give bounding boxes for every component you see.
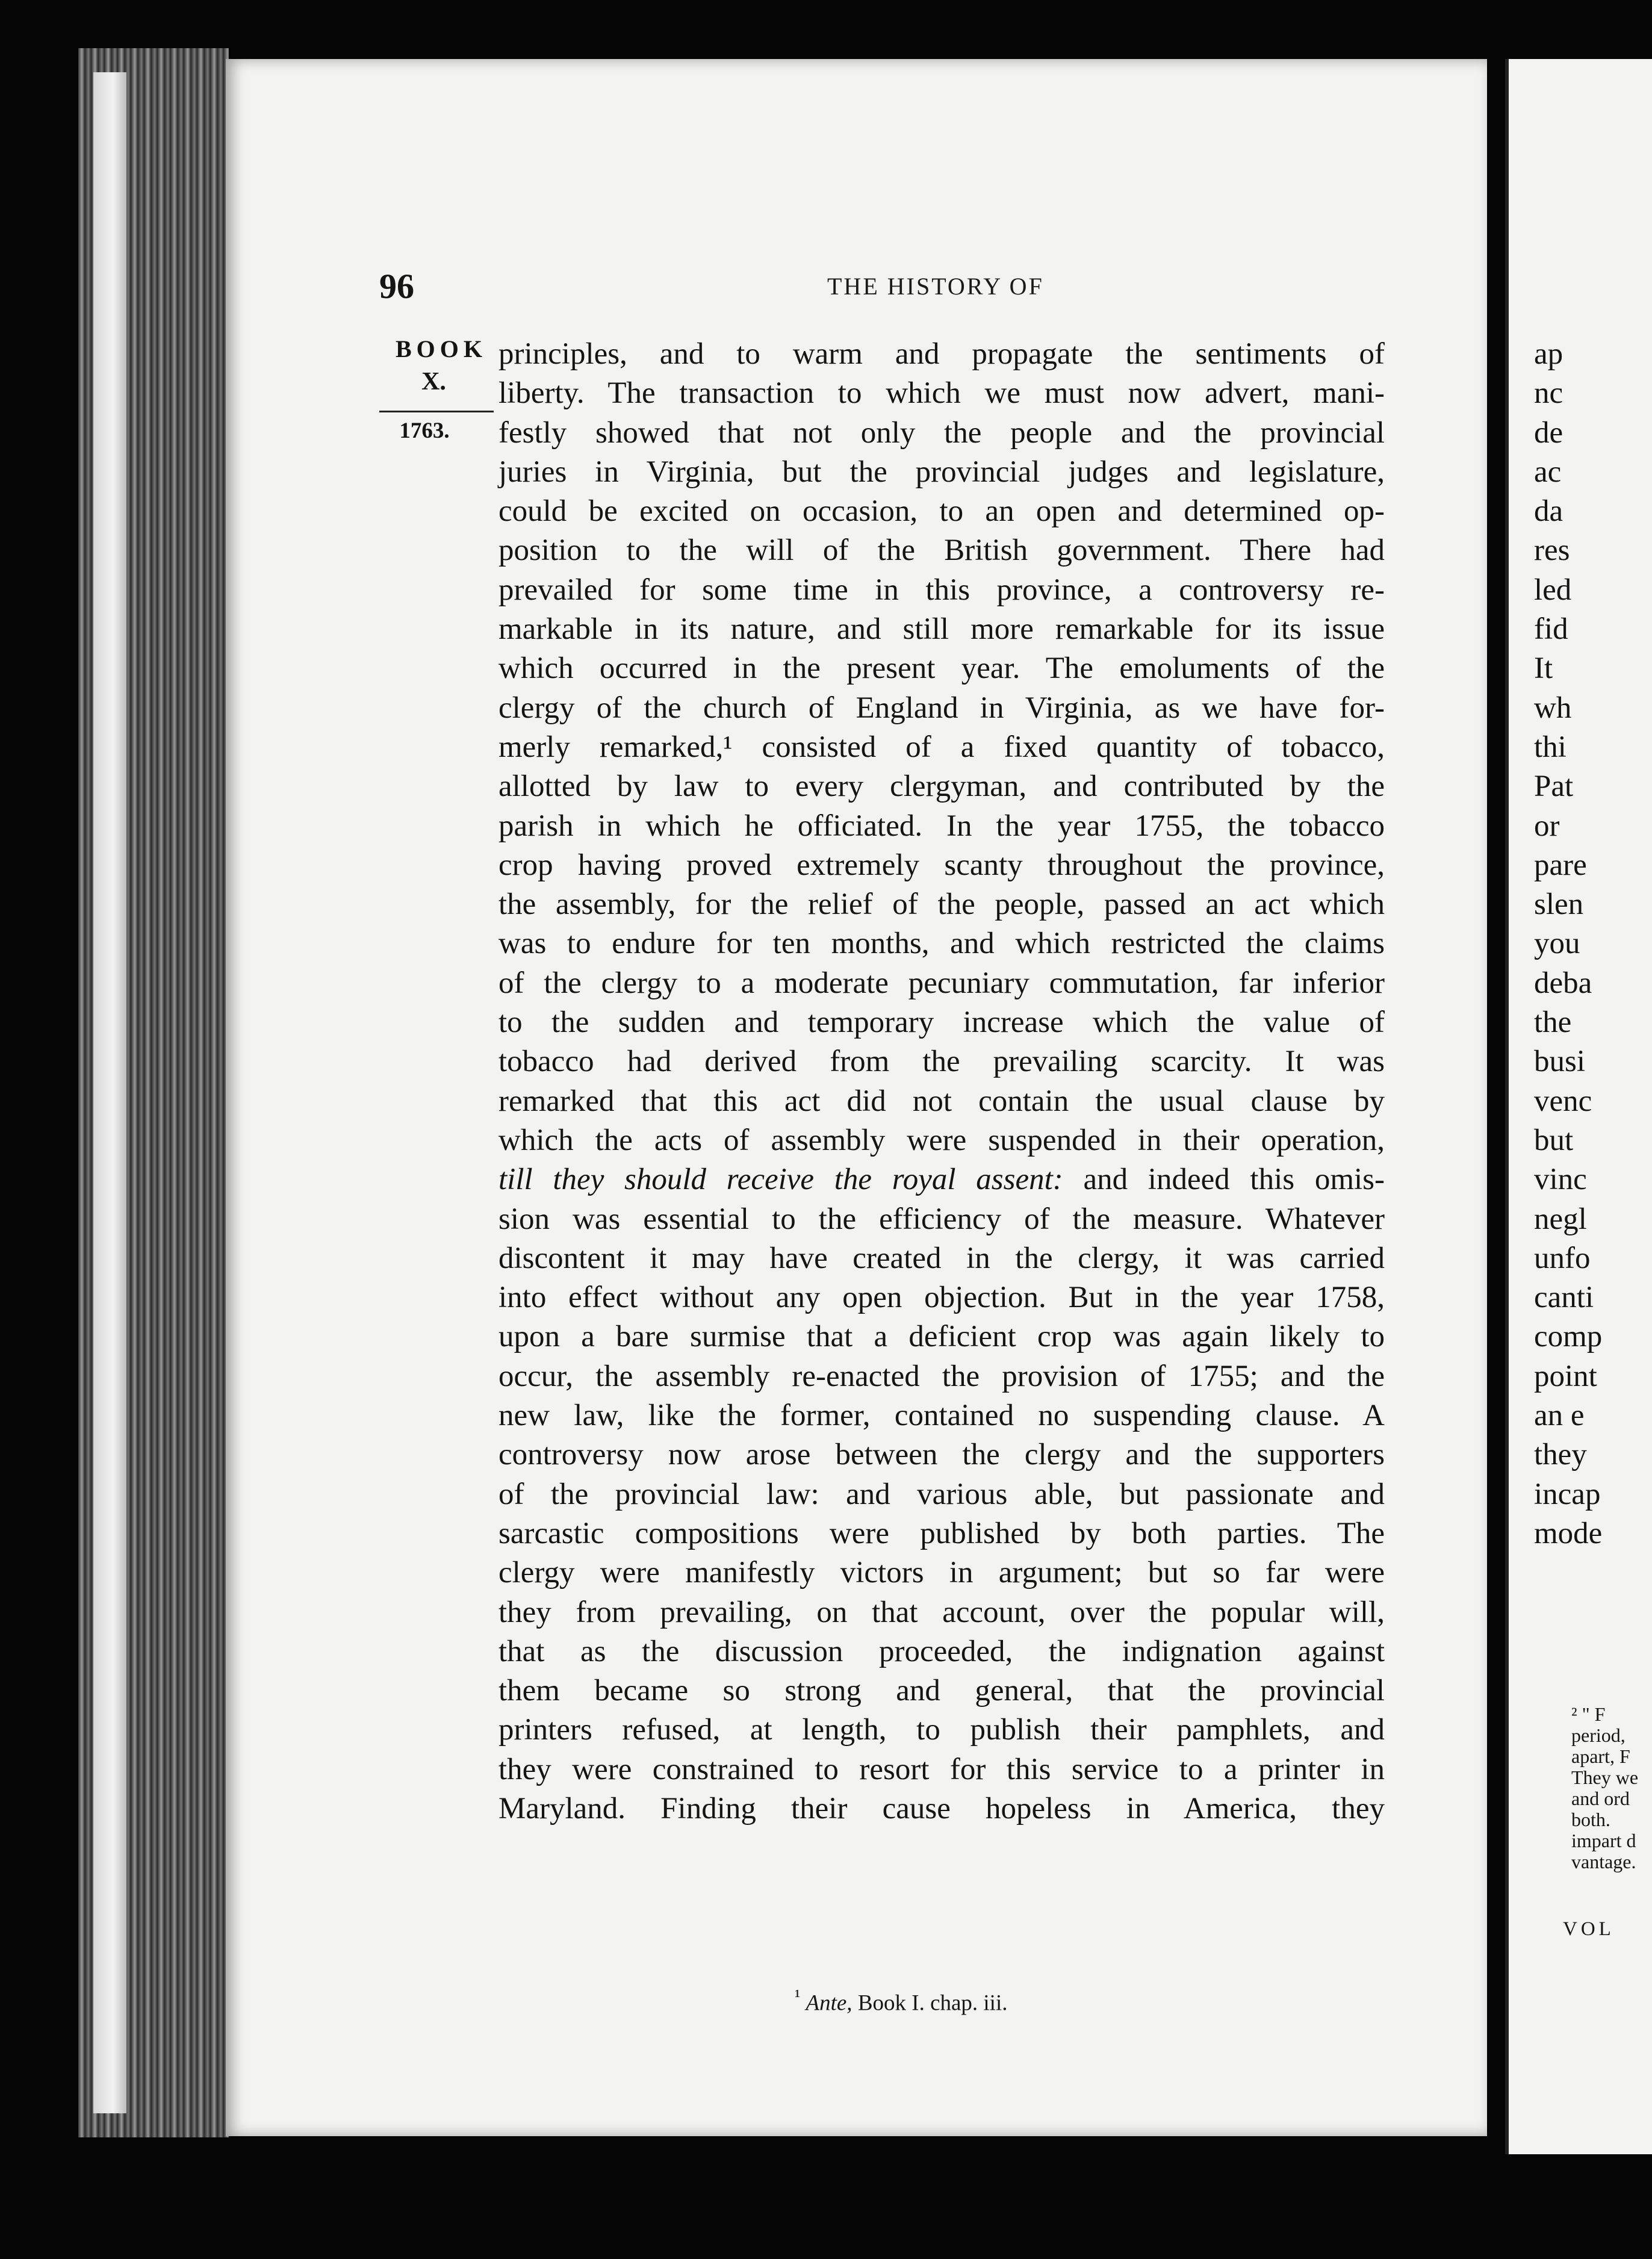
facing-line: an e (1534, 1399, 1585, 1433)
facing-line: ap (1534, 337, 1564, 371)
facing-page-signature: VOL (1563, 1918, 1615, 1940)
facing-line: nc (1534, 376, 1564, 411)
facing-line: canti (1534, 1281, 1594, 1315)
text-line: juries in Virginia, but the provincial judges and legislature, (498, 455, 1385, 489)
facing-footnote-line: both. (1571, 1809, 1610, 1830)
italic-phrase: till they should receive the royal assent: (498, 1163, 1063, 1197)
text-line: printers refused, at length, to publish their pamphlets, and (498, 1713, 1385, 1747)
text-line: of the clergy to a moderate pecuniary commutation, far inferior (498, 966, 1385, 1000)
facing-line: de (1534, 415, 1564, 450)
facing-line: comp (1534, 1320, 1603, 1354)
text-line: discontent it may have created in the clergy, it was carried (498, 1241, 1385, 1275)
text-line: which occurred in the present year. The emoluments of the (498, 651, 1385, 686)
text-line: position to the will of the British government. There had (498, 533, 1385, 568)
text-line: to the sudden and temporary increase which the value of (498, 1005, 1385, 1040)
facing-page-footnotes (1571, 1704, 1638, 1872)
text-line: allotted by law to every clergyman, and contributed by the (498, 769, 1385, 804)
facing-line: led (1534, 573, 1572, 607)
text-line: the assembly, for the relief of the people, passed an act which (498, 887, 1385, 922)
footnote-marker: ¹ (795, 1986, 801, 2006)
text-line: that as the discussion proceeded, the indignation against (498, 1634, 1385, 1668)
facing-line: wh (1534, 691, 1572, 725)
facing-line: ac (1534, 455, 1562, 489)
page-number: 96 (379, 267, 414, 306)
facing-footnote-line: They we (1571, 1766, 1639, 1788)
facing-footnote-line: vantage. (1571, 1851, 1636, 1872)
facing-page-text (1534, 335, 1602, 1553)
facing-line: pare (1534, 848, 1587, 882)
text-line: festly showed that not only the people and the provincial (498, 415, 1385, 450)
text-line: could be excited on occasion, to an open and determined op- (498, 494, 1385, 529)
facing-line: venc (1534, 1084, 1592, 1118)
facing-line: deba (1534, 966, 1592, 1000)
facing-footnote-line: ² " F (1571, 1703, 1606, 1725)
margin-rule (379, 411, 494, 412)
text-line: occur, the assembly re-enacted the provision of 1755; and the (498, 1359, 1385, 1393)
text-line: they from prevailing, on that account, over the popular will, (498, 1595, 1385, 1629)
facing-line: or (1534, 809, 1560, 843)
text-line: sarcastic compositions were published by both parties. The (498, 1516, 1385, 1550)
footnote (795, 1986, 1008, 2016)
facing-line: slen (1534, 887, 1584, 922)
text-line: clergy were manifestly victors in argument; but so far were (498, 1556, 1385, 1590)
italic-line-rest: and indeed this omis- (1063, 1163, 1385, 1197)
text-line-italic-segment (498, 1160, 1385, 1199)
text-line: of the provincial law: and various able, but passionate and (498, 1477, 1385, 1511)
text-line: controversy now arose between the clergy and the supporters (498, 1438, 1385, 1472)
page-header (379, 266, 1385, 308)
margin-year: 1763. (399, 418, 450, 443)
text-line: they were constrained to resort for this service to a printer in (498, 1752, 1385, 1786)
text-line: which the acts of assembly were suspended in their operation, (498, 1123, 1385, 1157)
facing-line: busi (1534, 1045, 1586, 1079)
text-line: into effect without any open objection. But in the year 1758, (498, 1281, 1385, 1315)
text-line: parish in which he officiated. In the year 1755, the tobacco (498, 809, 1385, 843)
text-line: markable in its nature, and still more remarkable for its issue (498, 612, 1385, 647)
running-title: THE HISTORY OF (827, 273, 1044, 300)
facing-line: thi (1534, 730, 1567, 764)
text-line: sion was essential to the efficiency of the measure. Whatever (498, 1202, 1385, 1236)
facing-footnote-line: period, (1571, 1724, 1626, 1746)
book-fore-edge (93, 72, 126, 2113)
facing-line: res (1534, 533, 1570, 568)
facing-line: point (1534, 1359, 1597, 1393)
text-line: them became so strong and general, that the provincial (498, 1674, 1385, 1708)
facing-line: It (1534, 651, 1553, 686)
text-line: clergy of the church of England in Virginia, as we have for- (498, 691, 1385, 725)
facing-line: but (1534, 1123, 1574, 1157)
footnote-text: Book I. chap. iii. (852, 1990, 1008, 2016)
margin-book-number: X. (421, 368, 446, 396)
text-line: Maryland. Finding their cause hopeless in America, they (498, 1791, 1385, 1826)
footnote-italic: Ante, (806, 1990, 852, 2016)
facing-line: fid (1534, 612, 1568, 647)
facing-footnote-line: and ord (1571, 1788, 1630, 1809)
facing-line: vinc (1534, 1163, 1587, 1197)
text-line: tobacco had derived from the prevailing scarcity. It was (498, 1045, 1385, 1079)
body-text (498, 335, 1385, 1829)
facing-line: Pat (1534, 769, 1574, 804)
text-line: remarked that this act did not contain the usual clause by (498, 1084, 1385, 1118)
facing-line: the (1534, 1005, 1572, 1040)
facing-line: mode (1534, 1516, 1603, 1550)
facing-line: da (1534, 494, 1564, 529)
text-line: liberty. The transaction to which we must now advert, mani- (498, 376, 1385, 411)
text-line: was to endure for ten months, and which restricted the claims (498, 927, 1385, 961)
facing-footnote-line: apart, F (1571, 1745, 1630, 1767)
facing-line: you (1534, 927, 1580, 961)
facing-footnote-line: impart d (1571, 1830, 1636, 1851)
text-line: upon a bare surmise that a deficient crop was again likely to (498, 1320, 1385, 1354)
text-line: principles, and to warm and propagate the sentiments of (498, 337, 1385, 371)
facing-line: they (1534, 1438, 1587, 1472)
facing-line: unfo (1534, 1241, 1591, 1275)
text-line: new law, like the former, contained no suspending clause. A (498, 1399, 1385, 1433)
text-line: merly remarked,¹ consisted of a fixed quantity of tobacco, (498, 730, 1385, 764)
text-line: prevailed for some time in this province, a controversy re- (498, 573, 1385, 607)
margin-book-label: BOOK (395, 335, 488, 362)
text-line: crop having proved extremely scanty throughout the province, (498, 848, 1385, 882)
facing-line: negl (1534, 1202, 1587, 1236)
facing-line: incap (1534, 1477, 1601, 1511)
